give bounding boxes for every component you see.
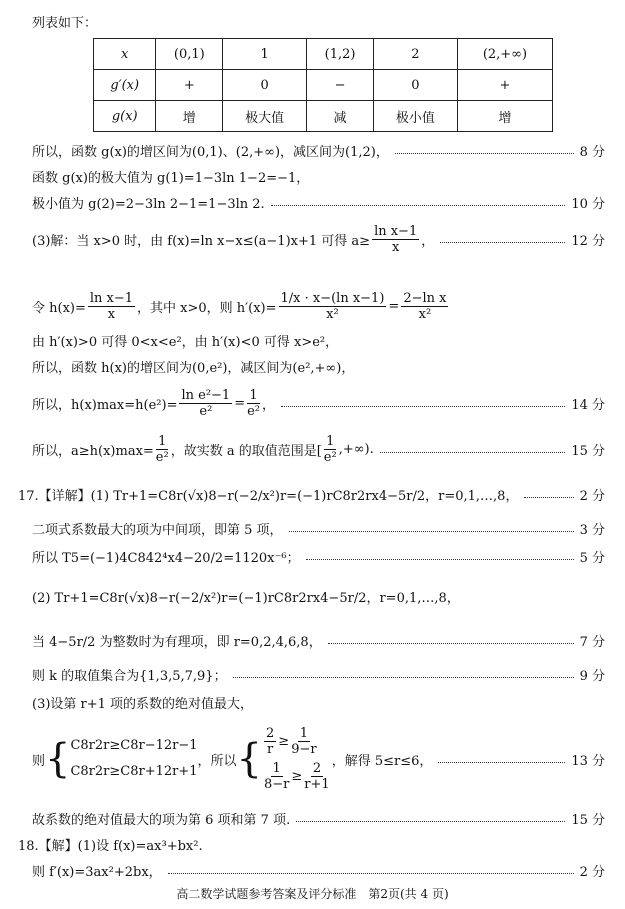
table-cell: g(x) [94,101,156,132]
left-brace: { [236,736,262,782]
line-text: 极小值为 g(2)=2−3ln 2−1=1−3ln 2. [32,196,265,212]
line-text: ， [421,233,435,249]
fraction-numerator: 2−ln x [403,290,447,306]
fraction-denominator: r+1 [304,777,330,792]
line-text: ，其中 x>0，则 h′(x)= [137,300,277,316]
fraction-numerator: ln x−1 [89,290,134,306]
heading: 列表如下： [32,16,98,31]
score: 9 分 [579,668,605,684]
fraction [156,434,169,465]
fraction [401,291,448,322]
fraction-denominator: e² [323,449,337,465]
line-text: 所以，函数 g(x)的增区间为(0,1)、(2,+∞)，减区间为(1,2)， [32,144,389,160]
solution-line [32,808,605,828]
score: 2 分 [579,864,605,880]
fraction-denominator: x [391,239,400,255]
fraction-numerator: ln e²−1 [181,387,231,403]
table-cell: 0 [223,70,307,101]
score: 15 分 [571,443,605,459]
fraction-numerator: 2 [266,726,275,741]
solution-line [32,386,605,420]
monotonicity-table [93,38,553,132]
fraction [264,726,276,757]
table-cell: 减 [307,101,374,132]
line-text: = [388,298,400,314]
leader-dots [233,677,574,678]
relation: ≥ [278,734,290,749]
fraction [279,291,387,322]
left-brace: { [45,736,71,782]
table-cell: (1,2) [307,39,374,70]
fraction [291,726,316,757]
fraction-numerator: 2 [312,761,322,776]
line-text: (3)解：当 x>0 时，由 f(x)=ln x−x≤(a−1)x+1 可得 a≥ [32,233,371,249]
line-text: 所以，a≥h(x)max= [32,443,154,459]
table-row [94,39,553,70]
solution-line [32,860,605,880]
table-cell: + [156,70,223,101]
solution-line [32,432,605,466]
line-text: 则 k 的取值集合为{1,3,5,7,9}； [32,668,227,684]
leader-dots [168,873,574,874]
table-cell: + [457,70,552,101]
leader-dots [438,762,565,763]
solution-line [32,330,605,350]
fraction-numerator: 1 [158,433,167,449]
score: 8 分 [579,144,605,160]
page-footer: 高二数学试题参考答案及评分标准 第2页(共 4 页) [176,887,449,901]
leader-dots [296,821,565,822]
line-text: ，所以 [197,753,237,769]
solution-line [32,692,605,712]
line-text: ,+∞). [338,441,374,457]
table-cell: g′(x) [94,70,156,101]
solution-line [32,192,605,212]
table-cell: x [94,39,156,70]
fraction-numerator: 1 [326,433,335,449]
solution-line [32,166,605,186]
fraction [264,761,289,792]
leader-dots [306,559,574,560]
fraction-numerator: 1 [272,761,281,776]
leader-dots [289,531,574,532]
line-text: = [234,395,246,411]
fraction-denominator: e² [247,403,261,419]
score: 5 分 [579,550,605,566]
fraction-numerator: 1 [299,726,309,741]
solution-line [32,288,605,324]
leader-dots [524,497,573,498]
fraction-denominator: 8−r [264,777,290,792]
inequality: C8r2r≥C8r+12r+1 [70,764,198,779]
leader-dots [281,406,565,407]
table-cell: − [307,70,374,101]
score: 12 分 [571,233,605,249]
fraction-denominator: x² [326,306,339,322]
fraction-denominator: e² [155,449,169,465]
fraction-numerator: 1 [249,387,258,403]
fraction-denominator: 9−r [291,742,317,757]
fraction [324,434,337,465]
table-cell: 极大值 [223,101,307,132]
system-lines [262,726,332,792]
fraction-denominator: r [267,742,274,757]
line-text: 由 h′(x)>0 可得 0<x<e²，由 h′(x)<0 可得 x>e²， [32,334,339,350]
solution-line [32,140,605,160]
solution-line [32,518,605,538]
table-row [94,101,553,132]
fraction [247,388,260,419]
line-text: 当 4−5r/2 为整数时为有理项，即 r=0,2,4,6,8， [32,634,322,650]
line-text: 二项式系数最大的项为中间项，即第 5 项， [32,522,283,538]
line-text: 则 f′(x)=3ax²+2bx， [32,864,162,880]
score: 3 分 [579,522,605,538]
fraction [179,388,232,419]
line-text: 所以，h(x)max=h(e²)= [32,397,178,413]
solution-line [32,586,605,606]
fraction [372,224,419,255]
inequality: C8r2r≥C8r−12r−1 [70,738,198,753]
solution-line [32,630,605,650]
line-text: ， [262,397,276,413]
fraction-numerator: 1/x · x−(ln x−1) [280,290,385,306]
line-text: 令 h(x)= [32,300,86,316]
solution-line [32,546,605,566]
table-cell: (2,+∞) [457,39,552,70]
fraction [88,291,135,322]
table-cell: 增 [156,101,223,132]
fraction-numerator: ln x−1 [374,223,418,239]
line-text: 故系数的绝对值最大的项为第 6 项和第 7 项. [32,812,291,828]
solution-line [18,834,605,854]
table-cell: 增 [457,101,552,132]
fraction-denominator: e² [199,403,213,419]
line-text: ，解得 5≤r≤6， [331,753,433,769]
fraction-denominator: x [107,306,116,322]
table-cell: 1 [223,39,307,70]
score: 15 分 [571,812,605,828]
solution-line [32,664,605,684]
table-cell: 极小值 [373,101,457,132]
table-cell: 2 [373,39,457,70]
score: 14 分 [571,397,605,413]
leader-dots [328,643,574,644]
line-text: (2) Tr+1=C8r(√x)8−r(−2/x²)r=(−1)rC8r2rx4−5r/2，r=0,1,…,8， [32,590,460,606]
inequality [262,761,332,792]
solution-line [32,222,605,256]
line-text: 17.【详解】(1) Tr+1=C8r(√x)8−r(−2/x²)r=(−1)rC8r2rx4−5r/2，r=0,1,…,8， [18,488,519,504]
table-cell: (0,1) [156,39,223,70]
score: 2 分 [579,488,605,504]
leader-dots [271,205,566,206]
table-row [94,70,553,101]
leader-dots [440,242,565,243]
solution-line [32,356,605,376]
score: 7 分 [579,634,605,650]
line-text: ，故实数 a 的取值范围是[ [170,443,322,459]
fraction [304,761,329,792]
line-text: 所以，函数 h(x)的增区间为(0,e²)，减区间为(e²,+∞)， [32,360,355,376]
line-text: 所以 T5=(−1)4C842⁴x4−20/2=1120x⁻⁶； [32,550,300,566]
score: 10 分 [571,196,605,212]
inequality-system [32,718,605,800]
system-lines [70,733,197,785]
leader-dots [395,153,574,154]
line-text: 函数 g(x)的极大值为 g(1)=1−3ln 1−2=−1， [32,170,310,186]
line-text: 18.【解】(1)设 f(x)=ax³+bx². [18,838,203,854]
inequality [262,726,332,757]
line-text: 则 [32,753,46,769]
score: 13 分 [571,753,605,769]
line-text: (3)设第 r+1 项的系数的绝对值最大， [32,696,254,712]
table-cell: 0 [373,70,457,101]
solution-line [18,484,605,504]
leader-dots [380,452,566,453]
fraction-denominator: x² [418,306,432,322]
relation: ≥ [291,769,303,784]
